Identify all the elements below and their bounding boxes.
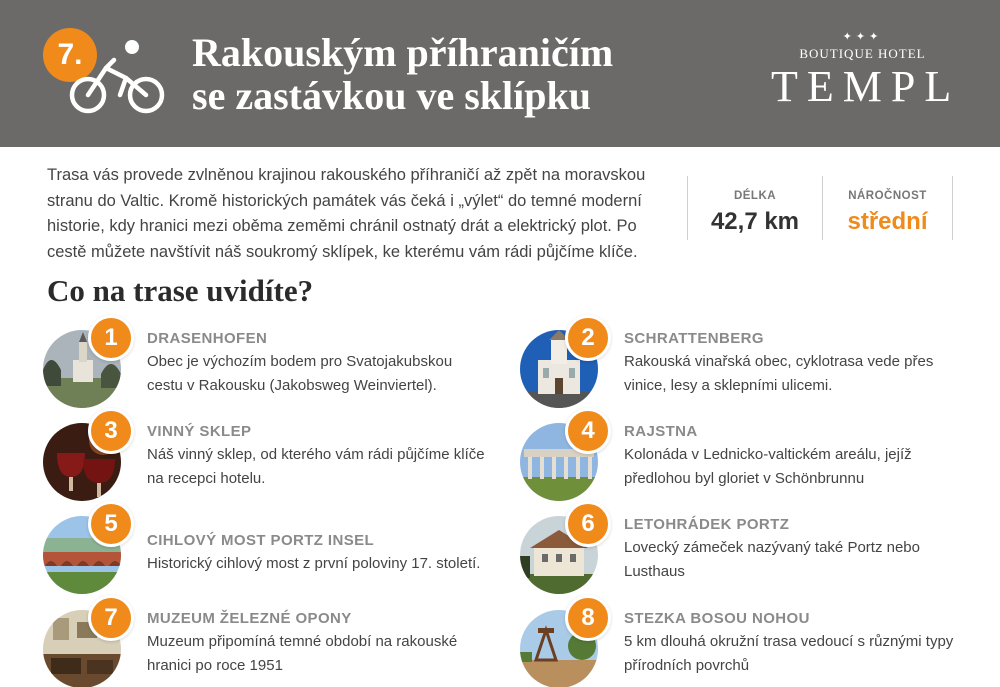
difficulty-stat bbox=[822, 176, 953, 240]
item-description: Rakouská vinařská obec, cyklotrasa vede přes vinice, lesy a sklepními ulicemi. bbox=[624, 353, 934, 394]
list-item bbox=[520, 324, 960, 414]
section-title: Co na trase uvidíte? bbox=[47, 273, 314, 308]
item-number-badge: 3 bbox=[88, 408, 134, 454]
route-description: Trasa vás provede zvlněnou krajinou rakouského příhraničí až zpět na moravskou stranu do Valtic. Kromě historických památek vás čeká i „výlet“ do temné moderní historie, kdy hranici mezi oběma zeměmi chránil ostnatý drát a elektrický plot. Po cestě můžete navštívit náš soukromý sklípek, ke kterému vám rádi půjčíme klíče. bbox=[47, 166, 646, 261]
item-description: Náš vinný sklep, od kterého vám rádi půjčíme klíče na recepci hotelu. bbox=[147, 446, 485, 487]
item-number-badge: 5 bbox=[88, 501, 134, 547]
item-description: Obec je výchozím bodem pro Svatojakubskou cestu v Rakousku (Jakobsweg Weinviertel). bbox=[147, 353, 453, 394]
page-header bbox=[0, 0, 1000, 147]
difficulty-value: střední bbox=[847, 208, 928, 235]
hotel-name: TEMPL bbox=[771, 62, 961, 111]
item-description: Muzeum připomíná temné období na rakouské hranici po roce 1951 bbox=[147, 633, 458, 674]
list-item bbox=[43, 510, 483, 600]
route-number-badge: 7. bbox=[43, 28, 97, 82]
list-item bbox=[43, 604, 483, 687]
item-description: Lovecký zámeček nazývaný také Portz nebo Lusthaus bbox=[624, 539, 920, 580]
item-description: 5 km dlouhá okružní trasa vedoucí s různými typy přírodních povrchů bbox=[624, 633, 954, 674]
length-value: 42,7 km bbox=[710, 208, 800, 235]
item-title: STEZKA BOSOU NOHOU bbox=[624, 610, 810, 627]
hotel-logo bbox=[765, 30, 960, 112]
length-stat bbox=[687, 176, 822, 240]
item-title: RAJSTNA bbox=[624, 423, 698, 440]
list-item bbox=[43, 417, 483, 507]
list-item bbox=[43, 324, 483, 414]
length-label: DÉLKA bbox=[733, 190, 777, 202]
item-title: MUZEUM ŽELEZNÉ OPONY bbox=[147, 610, 352, 627]
item-number-badge: 7 bbox=[88, 595, 134, 641]
item-number-badge: 8 bbox=[565, 595, 611, 641]
item-title: VINNÝ SKLEP bbox=[147, 423, 252, 440]
hotel-stars: ✦✦✦ bbox=[842, 30, 883, 43]
item-description: Historický cihlový most z první poloviny 17. století. bbox=[147, 555, 481, 572]
list-item bbox=[520, 417, 960, 507]
item-title: SCHRATTENBERG bbox=[624, 330, 764, 347]
hotel-subtitle: BOUTIQUE HOTEL bbox=[799, 46, 926, 61]
item-description: Kolonáda v Lednicko-valtickém areálu, jejíž předlohou byl gloriet v Schönbrunnu bbox=[624, 446, 912, 487]
item-number-badge: 2 bbox=[565, 315, 611, 361]
item-number-badge: 4 bbox=[565, 408, 611, 454]
title-line-2: se zastávkou ve sklípku bbox=[192, 73, 591, 118]
page-title bbox=[192, 31, 712, 117]
item-title: DRASENHOFEN bbox=[147, 330, 268, 347]
bicycle-icon bbox=[68, 38, 168, 118]
list-item bbox=[520, 510, 960, 600]
title-line-1: Rakouským příhraničím bbox=[192, 30, 614, 75]
item-number-badge: 6 bbox=[565, 501, 611, 547]
item-title: LETOHRÁDEK PORTZ bbox=[624, 516, 790, 533]
list-item bbox=[520, 604, 960, 687]
item-number-badge: 1 bbox=[88, 315, 134, 361]
item-title: CIHLOVÝ MOST PORTZ INSEL bbox=[147, 532, 375, 549]
difficulty-label: NÁROČNOST bbox=[848, 190, 927, 202]
